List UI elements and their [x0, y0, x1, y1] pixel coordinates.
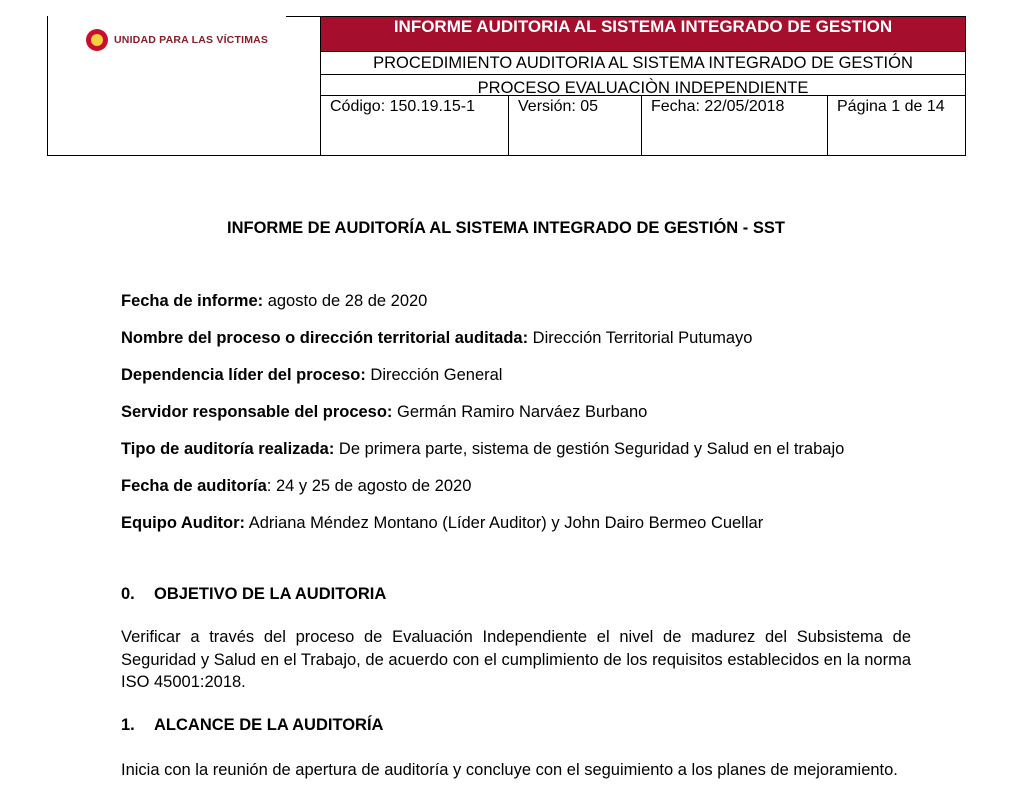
field-label: Fecha de informe:	[121, 292, 264, 310]
field-label: Tipo de auditoría realizada:	[121, 440, 335, 458]
field-label: Equipo Auditor:	[121, 514, 246, 532]
header-date: Fecha: 22/05/2018	[642, 96, 828, 155]
header-code: Código: 150.19.15-1	[321, 96, 509, 155]
header-meta-row	[320, 95, 966, 156]
section-title: OBJETIVO DE LA AUDITORIA	[154, 585, 387, 603]
section-text-scope: Inicia con la reunión de apertura de auditoría y concluye con el seguimiento a los planes de mejoramiento.	[121, 761, 898, 779]
coat-of-arms-icon	[86, 29, 108, 51]
field-row	[121, 475, 981, 512]
field-value: Adriana Méndez Montano (Líder Auditor) y John Dairo Bermeo Cuellar	[245, 514, 764, 532]
field-value: De primera parte, sistema de gestión Seguridad y Salud en el trabajo	[334, 440, 845, 458]
header-title: INFORME AUDITORIA AL SISTEMA INTEGRADO DE GESTION	[320, 16, 966, 52]
field-label: Dependencia líder del proceso:	[121, 366, 366, 384]
section-title: ALCANCE DE LA AUDITORÍA	[154, 716, 384, 734]
field-row	[121, 327, 981, 364]
field-row	[121, 512, 981, 549]
field-value: agosto de 28 de 2020	[263, 292, 428, 310]
section-heading-objective	[121, 585, 386, 604]
field-label: Servidor responsable del proceso:	[121, 403, 393, 421]
header-page: Página 1 de 14	[837, 98, 945, 115]
logo-text: UNIDAD PARA LAS VÍCTIMAS	[114, 34, 269, 46]
section-text-objective: Verificar a través del proceso de Evaluación Independiente el nivel de madurez del Subsistema de Seguridad y Salud en el Trabajo, de acuerdo con el cumplimiento de los requisitos establecidos en la norma ISO 45001:2018.	[121, 628, 911, 691]
field-label: Nombre del proceso o dirección territorial auditada:	[121, 329, 529, 347]
field-row	[121, 438, 981, 475]
logo	[86, 29, 268, 51]
field-row	[121, 401, 981, 438]
logo-cell	[47, 16, 321, 156]
document-header	[47, 16, 966, 156]
field-value: Dirección General	[365, 366, 503, 384]
field-value: Germán Ramiro Narváez Burbano	[392, 403, 648, 421]
section-heading-scope	[121, 716, 383, 735]
document-title: INFORME DE AUDITORÍA AL SISTEMA INTEGRADO DE GESTIÓN - SST	[227, 219, 785, 237]
field-value: Dirección Territorial Putumayo	[528, 329, 753, 347]
field-row	[121, 290, 981, 327]
report-fields	[121, 290, 981, 549]
section-number: 0.	[121, 585, 135, 603]
header-version: Versión: 05	[509, 96, 642, 155]
field-value: : 24 y 25 de agosto de 2020	[266, 477, 472, 495]
header-process: PROCESO EVALUACIÒN INDEPENDIENTE	[320, 75, 966, 97]
field-label: Fecha de auditoría	[121, 477, 267, 495]
header-procedure: PROCEDIMIENTO AUDITORIA AL SISTEMA INTEGRADO DE GESTIÓN	[320, 52, 966, 75]
field-row	[121, 364, 981, 401]
section-number: 1.	[121, 716, 135, 734]
